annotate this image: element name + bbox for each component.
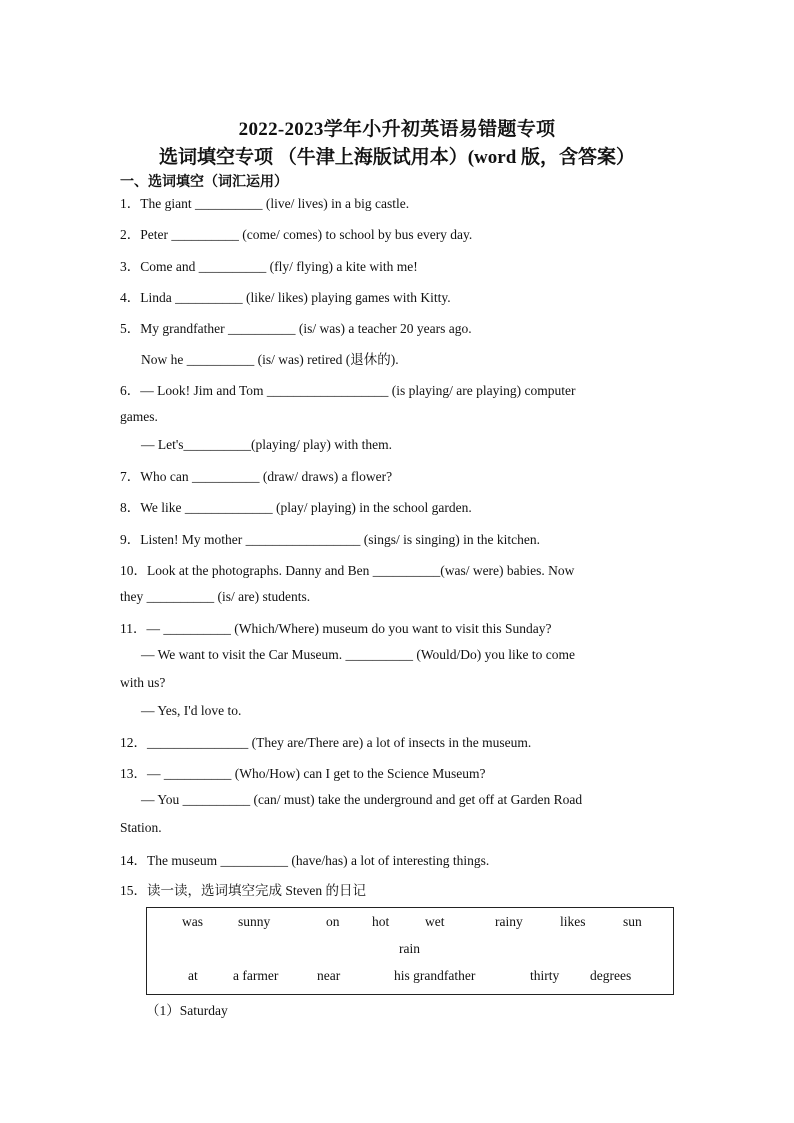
question-14: 14．The museum __________ (have/has) a lot of interesting things. — [120, 853, 490, 868]
word-bank-item: degrees — [590, 968, 632, 983]
question-6-wrap: games. — [120, 409, 158, 424]
question-11: 11．— __________ (Which/Where) museum do you want to visit this Sunday? — [120, 621, 552, 636]
question-15: 15．读一读，选词填空完成 Steven 的日记 — [120, 883, 366, 898]
word-bank-item: wet — [425, 914, 445, 929]
document-title: 2022-2023学年小升初英语易错题专项 — [238, 119, 556, 140]
word-bank-item: near — [317, 968, 341, 983]
word-bank-item: his grandfather — [394, 968, 476, 983]
word-bank-item: was — [182, 914, 203, 929]
word-bank-item: rainy — [495, 914, 523, 929]
word-bank-item: sunny — [238, 914, 271, 929]
question-8: 8．We like _____________ (play/ playing) in the school garden. — [120, 500, 472, 515]
question-6: 6．— Look! Jim and Tom __________________ (is playing/ are playing) computer — [120, 383, 576, 398]
question-11-line-2: — We want to visit the Car Museum. __________ (Would/Do) you like to come — [141, 647, 576, 662]
word-bank-item: thirty — [530, 968, 560, 983]
word-bank-box — [146, 907, 674, 995]
question-13-line-2: — You __________ (can/ must) take the underground and get off at Garden Road — [141, 792, 583, 807]
question-2: 2．Peter __________ (come/ comes) to school by bus every day. — [120, 227, 473, 242]
word-bank-item: a farmer — [233, 968, 279, 983]
question-11-wrap: with us? — [120, 675, 166, 690]
word-bank-item: at — [188, 968, 198, 983]
word-bank-item: rain — [399, 941, 420, 956]
question-5: 5．My grandfather __________ (is/ was) a teacher 20 years ago. — [120, 321, 472, 336]
question-11-line-3: — Yes, I'd love to. — [141, 703, 242, 718]
section-heading: 一、选词填空（词汇运用） — [120, 174, 288, 190]
word-bank-item: hot — [372, 914, 390, 929]
document-subtitle: 选词填空专项 （牛津上海版试用本）(word 版，含答案） — [158, 147, 636, 168]
question-6-line-2: — Let's__________(playing/ play) with them. — [141, 437, 393, 452]
question-10-wrap: they __________ (is/ are) students. — [120, 589, 311, 604]
question-13-wrap: Station. — [120, 820, 162, 835]
question-9: 9．Listen! My mother _________________ (sings/ is singing) in the kitchen. — [120, 532, 540, 547]
question-13: 13．— __________ (Who/How) can I get to the Science Museum? — [120, 766, 486, 781]
question-10: 10．Look at the photographs. Danny and Ben __________(was/ were) babies. Now — [120, 563, 575, 578]
question-5-line-2: Now he __________ (is/ was) retired (退休的). — [141, 352, 399, 367]
word-bank-item: on — [326, 914, 340, 929]
question-1: 1．The giant __________ (live/ lives) in a big castle. — [120, 196, 410, 211]
question-7: 7．Who can __________ (draw/ draws) a flower? — [120, 469, 393, 484]
diary-subheading: （1）Saturday — [146, 1003, 228, 1018]
question-3: 3．Come and __________ (fly/ flying) a kite with me! — [120, 259, 418, 274]
question-12: 12．_______________ (They are/There are) a lot of insects in the museum. — [120, 735, 532, 750]
word-bank-item: likes — [560, 914, 586, 929]
question-4: 4．Linda __________ (like/ likes) playing games with Kitty. — [120, 290, 451, 305]
word-bank-item: sun — [623, 914, 642, 929]
